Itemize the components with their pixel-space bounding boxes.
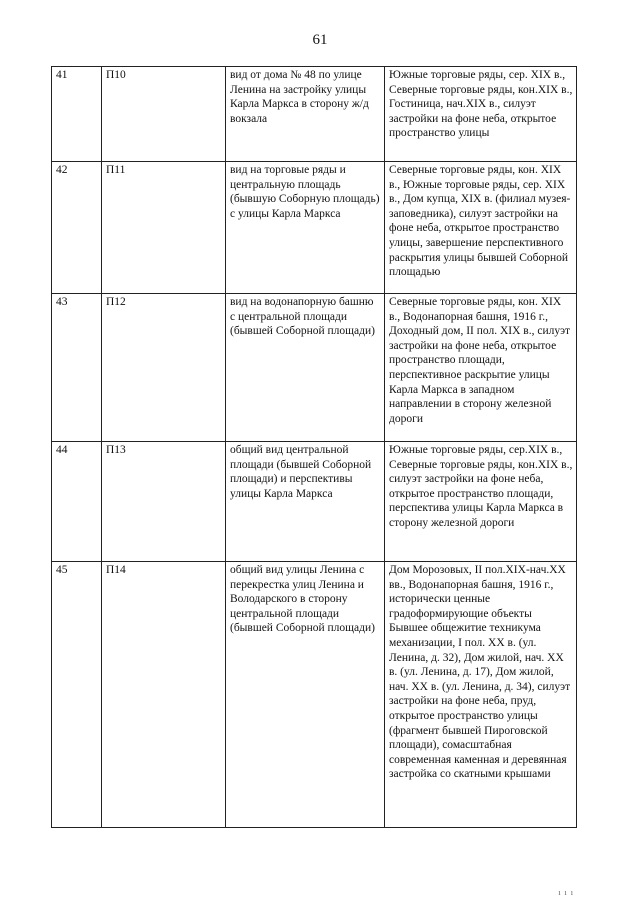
viewpoint-code: П14	[102, 562, 226, 828]
viewpoint-code: П10	[102, 67, 226, 162]
viewpoints-table	[51, 66, 577, 828]
page-number: 61	[312, 32, 328, 48]
row-number: 45	[52, 562, 102, 828]
view-description: вид от дома № 48 по улице Ленина на застройку улицы Карла Маркса в сторону ж/д вокзала	[226, 67, 385, 162]
row-number: 41	[52, 67, 102, 162]
objects-description: Северные торговые ряды, кон. XIX в., Южные торговые ряды, сер. XIX в., Дом купца, XIX в. (филиал музея-заповедника), силуэт застройки на фоне неба, открытое пространство улицы, завершение перспективного раскрытия улицы бывшей Соборной площадью	[385, 162, 577, 294]
view-description: вид на водонапорную башню с центральной площади (бывшей Соборной площади)	[226, 294, 385, 442]
table-row	[52, 162, 577, 294]
viewpoint-code: П13	[102, 442, 226, 562]
table-row	[52, 562, 577, 828]
view-description: общий вид центральной площади (бывшей Соборной площади) и перспективы улицы Карла Маркса	[226, 442, 385, 562]
objects-description: Северные торговые ряды, кон. XIX в., Водонапорная башня, 1916 г., Доходный дом, II пол. XIX в., силуэт застройки на фоне неба, открытое пространство площади, перспективное раскрытие улицы Карла Маркса в западном направлении в сторону железной дороги	[385, 294, 577, 442]
table-row	[52, 67, 577, 162]
objects-description: Южные торговые ряды, сер. XIX в., Северные торговые ряды, кон.XIX в., Гостиница, нач.XIX в., силуэт застройки на фоне неба, открытое пространство улицы	[385, 67, 577, 162]
objects-description: Дом Морозовых, II пол.XIX-нач.XX вв., Водонапорная башня, 1916 г., исторически ценные градоформирующие объекты Бывшее общежитие техникума механизации, I пол. XX в. (ул. Ленина, д. 32), Дом жилой, нач. XX в. (ул. Ленина, д. 17), Дом жилой, нач. XX в. (ул. Ленина, д. 34), силуэт застройки на фоне неба, пруд, открытое пространство улицы (фрагмент бывшей Пироговской площади), сомасштабная современная каменная и деревянная застройка со скатными крышами	[385, 562, 577, 828]
viewpoint-code: П11	[102, 162, 226, 294]
view-description: общий вид улицы Ленина с перекрестка улиц Ленина и Володарского в сторону центральной площади (бывшей Соборной площади)	[226, 562, 385, 828]
objects-description: Южные торговые ряды, сер.XIX в., Северные торговые ряды, кон.XIX в., силуэт застройки на фоне неба, открытое пространство площади, перспектива улицы Карла Маркса в сторону железной дороги	[385, 442, 577, 562]
view-description: вид на торговые ряды и центральную площадь (бывшую Соборную площадь) с улицы Карла Маркса	[226, 162, 385, 294]
row-number: 44	[52, 442, 102, 562]
table-row	[52, 442, 577, 562]
scan-mark: ı ı ı	[558, 888, 574, 897]
row-number: 43	[52, 294, 102, 442]
table-row	[52, 294, 577, 442]
row-number: 42	[52, 162, 102, 294]
viewpoint-code: П12	[102, 294, 226, 442]
